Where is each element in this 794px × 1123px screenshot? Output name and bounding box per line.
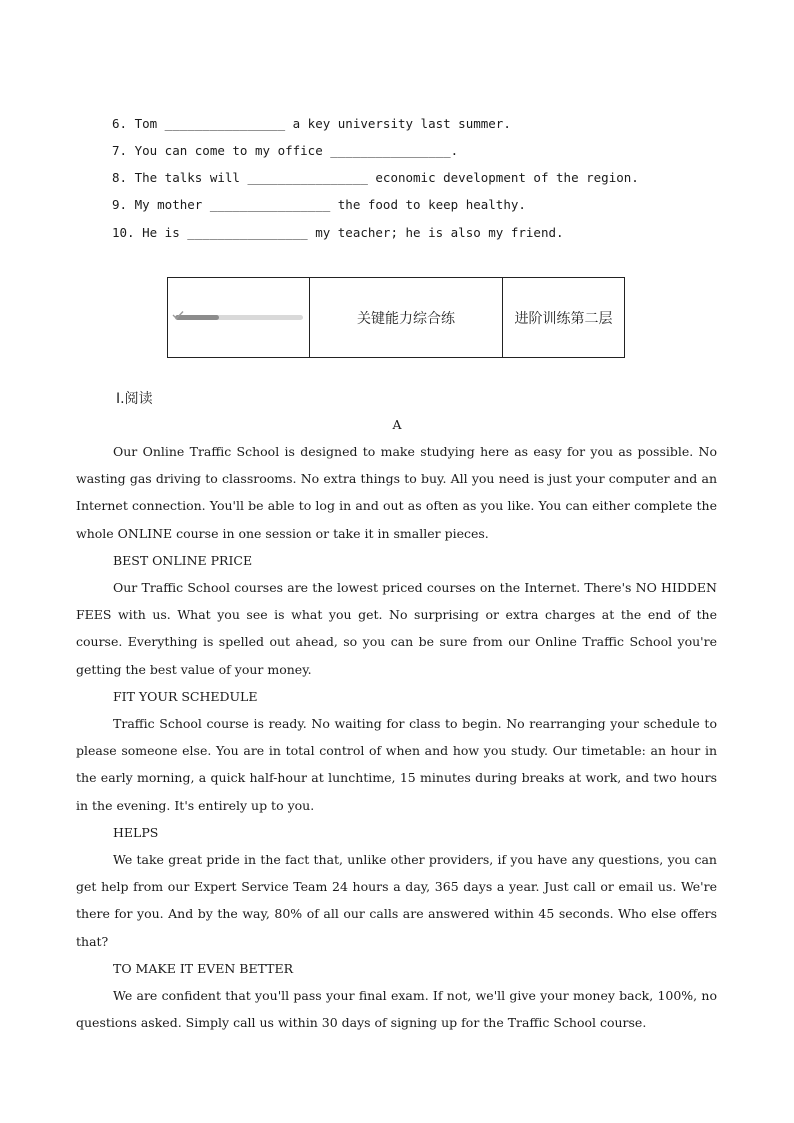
banner-progress-cell: [168, 278, 310, 357]
passage-heading-price: BEST ONLINE PRICE: [113, 552, 253, 568]
section-banner: [167, 277, 625, 358]
banner-title-cell: [310, 278, 503, 357]
passage-paragraph-intro: Our Online Traffic School is designed to make studying here as easy for you as possible. No wasting gas driving to classrooms. No extra things to buy. All you need is just your computer and an Internet connection. You'll be able to log in and out as often as you like. You can either complete the whole ONLINE course in one session or take it in smaller pieces.: [76, 444, 717, 541]
passage-heading-schedule: FIT YOUR SCHEDULE: [113, 688, 258, 704]
reading-passage: [76, 438, 717, 1036]
passage-letter: A: [392, 417, 402, 432]
progress-bar: [175, 315, 303, 320]
exercise-item-10: 10. He is ________________ my teacher; he is also my friend.: [112, 225, 564, 240]
banner-title: 关键能力综合练: [357, 310, 455, 327]
passage-paragraph-helps: We take great pride in the fact that, unlike other providers, if you have any questions, you can get help from our Expert Service Team 24 hours a day, 365 days a year. Just call or email us. We're there for you. And by the way, 80% of all our calls are answered within 45 seconds. Who else offers that?: [76, 852, 717, 949]
banner-level-cell: [503, 278, 624, 357]
passage-heading-helps: HELPS: [113, 824, 159, 840]
banner-level: 进阶训练第二层: [514, 310, 613, 327]
passage-paragraph-schedule: Traffic School course is ready. No waiting for class to begin. No rearranging your schedule to please someone else. You are in total control of when and how you study. Our timetable: an hour in the early morning, a quick half-hour at lunchtime, 15 minutes during breaks at work, and two hours in the evening. It's entirely up to you.: [76, 716, 717, 813]
check-icon: [172, 310, 184, 320]
section-label: Ⅰ.阅读: [116, 391, 153, 407]
exercise-item-6: 6. Tom ________________ a key university last summer.: [112, 116, 511, 131]
exercise-item-8: 8. The talks will ________________ economic development of the region.: [112, 170, 639, 185]
passage-paragraph-price: Our Traffic School courses are the lowest priced courses on the Internet. There's NO HIDDEN FEES with us. What you see is what you get. No surprising or extra charges at the end of the course. Everything is spelled out ahead, so you can be sure from our Online Traffic School you're getting the best value of your money.: [76, 580, 717, 677]
passage-heading-better: TO MAKE IT EVEN BETTER: [113, 960, 294, 976]
passage-paragraph-better: We are confident that you'll pass your final exam. If not, we'll give your money back, 100%, no questions asked. Simply call us within 30 days of signing up for the Traffic School course.: [76, 988, 717, 1031]
exercise-item-7: 7. You can come to my office ________________.: [112, 143, 459, 158]
exercise-item-9: 9. My mother ________________ the food to keep healthy.: [112, 197, 526, 212]
